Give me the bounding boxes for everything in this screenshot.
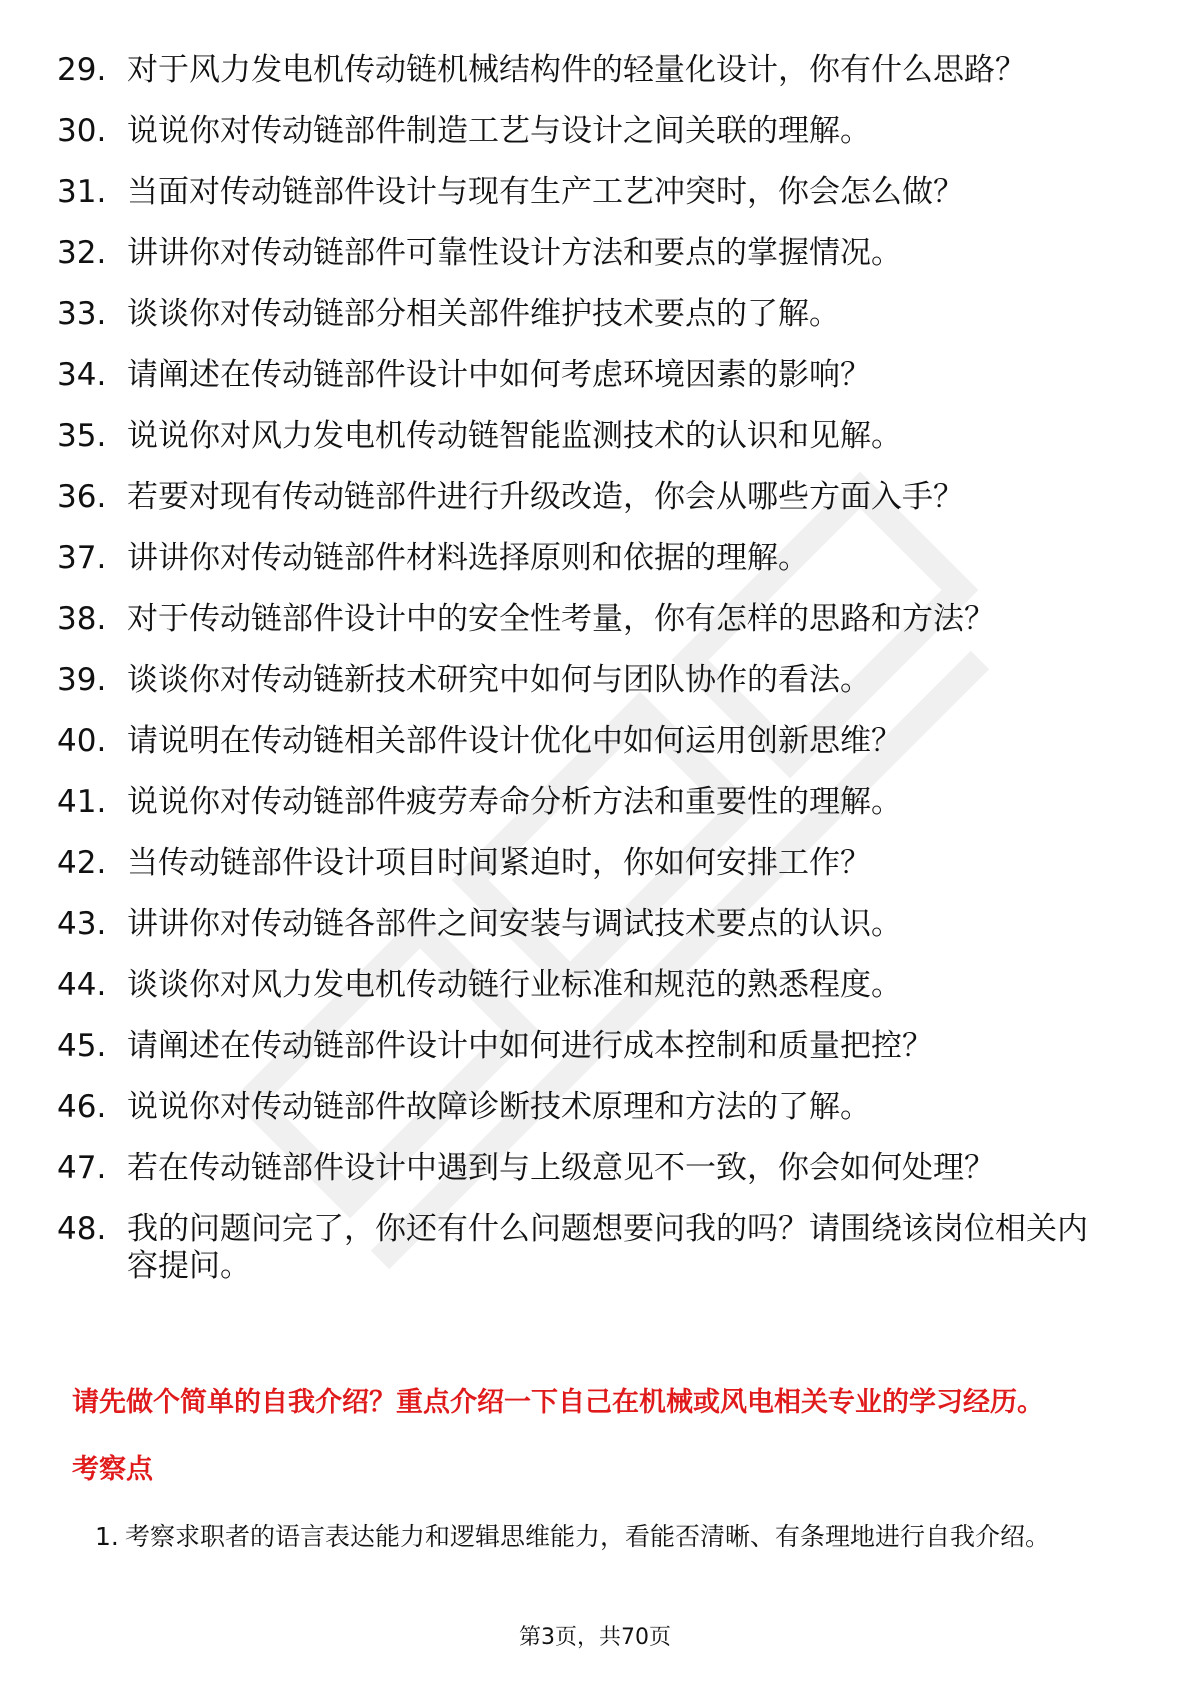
list-item-text: 当传动链部件设计项目时间紧迫时，你如何安排工作？ (127, 845, 871, 881)
list-item-number: 32. (57, 235, 107, 271)
list-item-number: 43. (57, 906, 107, 942)
point-item (0, 1512, 1190, 1562)
list-item (0, 845, 1190, 882)
list-item-text: 请阐述在传动链部件设计中如何进行成本控制和质量把控？ (127, 1028, 933, 1064)
list-item-text: 当面对传动链部件设计与现有生产工艺冲突时，你会怎么做？ (127, 174, 964, 210)
list-item-number: 36. (57, 479, 107, 515)
list-item-text: 请阐述在传动链部件设计中如何考虑环境因素的影响？ (127, 357, 871, 393)
list-item (0, 1150, 1190, 1187)
list-item (0, 479, 1190, 516)
list-item (0, 235, 1190, 272)
list-item (0, 418, 1190, 455)
list-item-number: 46. (57, 1089, 107, 1125)
list-item (0, 662, 1190, 699)
list-item-number: 47. (57, 1150, 107, 1186)
list-item-text: 谈谈你对风力发电机传动链行业标准和规范的熟悉程度。 (127, 967, 902, 1003)
list-item (0, 540, 1190, 577)
list-item-number: 44. (57, 967, 107, 1003)
list-item-number: 29. (57, 52, 107, 88)
list-item-text: 讲讲你对传动链部件可靠性设计方法和要点的掌握情况。 (127, 235, 902, 271)
list-item-text: 对于风力发电机传动链机械结构件的轻量化设计，你有什么思路？ (127, 52, 1026, 88)
list-item-text: 讲讲你对传动链部件材料选择原则和依据的理解。 (127, 540, 809, 576)
list-item (0, 174, 1190, 211)
list-item (0, 967, 1190, 1004)
page-footer: 第3页，共70页 (519, 1625, 671, 1650)
list-item-text: 讲讲你对传动链各部件之间安装与调试技术要点的认识。 (127, 906, 902, 942)
list-item-number: 35. (57, 418, 107, 454)
highlight-question: 请先做个简单的自我介绍？重点介绍一下自己在机械或风电相关专业的学习经历。 (72, 1387, 1044, 1418)
section-heading: 考察点 (72, 1454, 153, 1485)
list-item-number: 30. (57, 113, 107, 149)
list-item-number: 48. (57, 1211, 107, 1247)
list-item-text: 对于传动链部件设计中的安全性考量，你有怎样的思路和方法？ (127, 601, 995, 637)
list-item-number: 45. (57, 1028, 107, 1064)
list-item-number: 40. (57, 723, 107, 759)
point-list (0, 1512, 1190, 1562)
list-item-number: 37. (57, 540, 107, 576)
list-item-text: 若在传动链部件设计中遇到与上级意见不一致，你会如何处理？ (127, 1150, 995, 1186)
list-item-text: 说说你对传动链部件制造工艺与设计之间关联的理解。 (127, 113, 871, 149)
list-item-text: 说说你对风力发电机传动链智能监测技术的认识和见解。 (127, 418, 902, 454)
list-item-text: 谈谈你对传动链新技术研究中如何与团队协作的看法。 (127, 662, 871, 698)
list-item-number: 42. (57, 845, 107, 881)
list-item (0, 1211, 1190, 1285)
list-item-number: 33. (57, 296, 107, 332)
list-item (0, 784, 1190, 821)
list-item-text: 我的问题问完了，你还有什么问题想要问我的吗？请围绕该岗位相关内容提问。 (127, 1211, 1088, 1284)
point-item-text: 考察求职者的语言表达能力和逻辑思维能力，看能否清晰、有条理地进行自我介绍。 (125, 1522, 1051, 1551)
list-item (0, 601, 1190, 638)
list-item-text: 谈谈你对传动链部分相关部件维护技术要点的了解。 (127, 296, 840, 332)
list-item (0, 906, 1190, 943)
list-item-text: 说说你对传动链部件疲劳寿命分析方法和重要性的理解。 (127, 784, 902, 820)
list-item (0, 296, 1190, 333)
list-item-number: 31. (57, 174, 107, 210)
list-item (0, 52, 1190, 89)
list-item-number: 34. (57, 357, 107, 393)
list-item (0, 357, 1190, 394)
list-item-number: 38. (57, 601, 107, 637)
list-item (0, 1028, 1190, 1065)
list-item (0, 723, 1190, 760)
point-item-number: 1. (95, 1522, 119, 1551)
list-item-number: 39. (57, 662, 107, 698)
list-item (0, 1089, 1190, 1126)
list-item-text: 若要对现有传动链部件进行升级改造，你会从哪些方面入手？ (127, 479, 964, 515)
list-item-number: 41. (57, 784, 107, 820)
list-item-text: 请说明在传动链相关部件设计优化中如何运用创新思维？ (127, 723, 902, 759)
question-list (0, 52, 1190, 1309)
list-item-text: 说说你对传动链部件故障诊断技术原理和方法的了解。 (127, 1089, 871, 1125)
list-item (0, 113, 1190, 150)
